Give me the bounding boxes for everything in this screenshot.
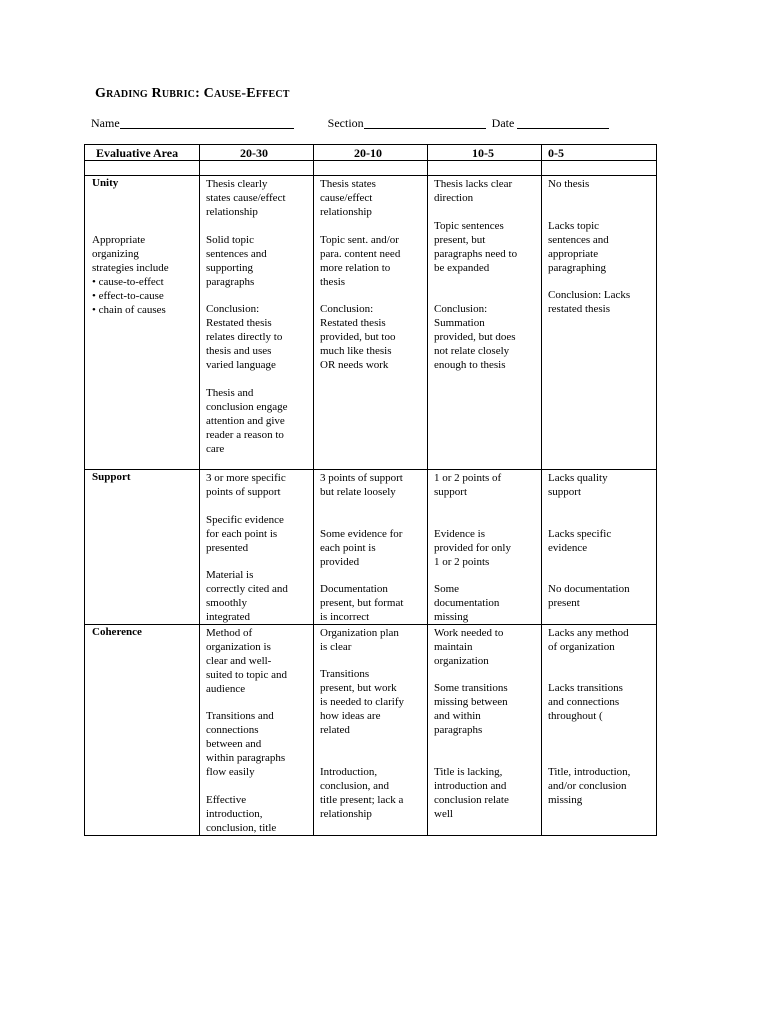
row-label-unity: Unity: [92, 177, 119, 189]
header-fields: [91, 116, 609, 131]
cell-line: provided, but does: [434, 331, 516, 343]
cell-line: Conclusion: Lacks: [548, 289, 631, 301]
cell-line: integrated: [206, 611, 250, 623]
cell-line: Transitions: [320, 668, 370, 680]
cell-line: relates directly to: [206, 331, 283, 343]
page-title: Grading Rubric: Cause-Effect: [95, 86, 290, 101]
cell-line: Lacks any method: [548, 627, 629, 639]
rubric-cell-paragraph: [548, 527, 611, 555]
cell-line: enough to thesis: [434, 359, 506, 371]
cell-line: documentation: [434, 597, 500, 609]
cell-line: missing between: [434, 696, 508, 708]
rubric-cell-paragraph: [320, 471, 403, 499]
cell-line: Thesis clearly: [206, 178, 268, 190]
rubric-cell-paragraph: [548, 626, 629, 654]
rubric-cell-paragraph: [548, 177, 589, 191]
cell-line: smoothly: [206, 597, 247, 609]
cell-line: missing: [434, 611, 469, 623]
name-line[interactable]: [120, 116, 294, 129]
cell-line: 1 or 2 points of: [434, 472, 502, 484]
cell-line: is clear: [320, 641, 352, 653]
rubric-cell-paragraph: [320, 302, 395, 372]
rubric-cell-paragraph: [434, 471, 501, 499]
cell-line: points of support: [206, 486, 281, 498]
rubric-cell-paragraph: [320, 233, 400, 289]
rubric-cell-paragraph: [206, 302, 282, 372]
rubric-cell-paragraph: [320, 626, 399, 654]
cell-line: provided for only: [434, 542, 511, 554]
cell-line: Restated thesis: [320, 317, 386, 329]
cell-line: missing: [548, 794, 583, 806]
cell-line: but relate loosely: [320, 486, 396, 498]
cell-line: for each point is: [206, 528, 278, 540]
cell-line: flow easily: [206, 766, 255, 778]
cell-line: sentences and: [548, 234, 609, 246]
rubric-cell-paragraph: [206, 568, 288, 624]
cell-line: of organization: [548, 641, 615, 653]
cell-line: maintain: [434, 641, 473, 653]
rubric-cell-paragraph: [206, 709, 285, 779]
cell-line: how ideas are: [320, 710, 381, 722]
table-row-border: [84, 835, 657, 836]
area-note-line: • cause-to-effect: [92, 276, 164, 288]
cell-line: organization: [434, 655, 489, 667]
rubric-cell-paragraph: [206, 793, 276, 835]
cell-line: relationship: [206, 206, 258, 218]
cell-line: OR needs work: [320, 359, 389, 371]
table-col-border: [541, 144, 542, 836]
cell-line: sentences and: [206, 248, 267, 260]
cell-line: more relation to: [320, 262, 391, 274]
rubric-cell-paragraph: [434, 765, 509, 821]
cell-line: para. content need: [320, 248, 401, 260]
cell-line: each point is: [320, 542, 376, 554]
cell-line: present, but work: [320, 682, 397, 694]
cell-line: Material is: [206, 569, 254, 581]
cell-line: 3 or more specific: [206, 472, 286, 484]
cell-line: organization is: [206, 641, 271, 653]
cell-line: well: [434, 808, 453, 820]
cell-line: Lacks topic: [548, 220, 600, 232]
rubric-cell-paragraph: [434, 582, 499, 624]
table-header-cell: 20-30: [240, 146, 268, 160]
table-header-cell: 0-5: [548, 146, 564, 160]
rubric-cell-paragraph: [206, 177, 286, 219]
cell-line: Lacks quality: [548, 472, 608, 484]
cell-line: support: [434, 486, 467, 498]
table-row-border: [84, 175, 657, 176]
name-label: Name: [91, 116, 120, 130]
cell-line: and connections: [548, 696, 620, 708]
cell-line: conclusion, and: [320, 780, 390, 792]
cell-line: 3 points of support: [320, 472, 403, 484]
cell-line: related: [320, 724, 350, 736]
table-row-border: [84, 469, 657, 470]
cell-line: reader a reason to: [206, 429, 284, 441]
cell-line: Topic sentences: [434, 220, 504, 232]
cell-line: throughout (: [548, 710, 603, 722]
cell-line: within paragraphs: [206, 752, 286, 764]
cell-line: correctly cited and: [206, 583, 288, 595]
cell-line: is incorrect: [320, 611, 370, 623]
cell-line: thesis and uses: [206, 345, 272, 357]
rubric-cell-paragraph: [206, 386, 288, 456]
area-note-line: • effect-to-cause: [92, 290, 164, 302]
cell-line: suited to topic and: [206, 669, 287, 681]
cell-line: Some transitions: [434, 682, 508, 694]
cell-line: between and: [206, 738, 262, 750]
cell-line: supporting: [206, 262, 254, 274]
rubric-cell-paragraph: [548, 765, 630, 807]
area-note-line: organizing: [92, 248, 139, 260]
cell-line: paragraphs need to: [434, 248, 518, 260]
row-label-support: Support: [92, 471, 131, 483]
cell-line: Restated thesis: [206, 317, 272, 329]
cell-line: paragraphs: [434, 724, 483, 736]
cell-line: not relate closely: [434, 345, 510, 357]
cell-line: conclusion relate: [434, 794, 509, 806]
cell-line: states cause/effect: [206, 192, 286, 204]
cell-line: present, but format: [320, 597, 404, 609]
table-col-border: [656, 144, 657, 836]
cell-line: care: [206, 443, 225, 455]
rubric-cell-paragraph: [434, 302, 516, 372]
rubric-cell-paragraph: [434, 626, 503, 668]
rubric-cell-paragraph: [434, 527, 511, 569]
date-line[interactable]: [517, 116, 609, 129]
cell-line: audience: [206, 683, 246, 695]
cell-line: No documentation: [548, 583, 630, 595]
rubric-cell-paragraph: [548, 471, 608, 499]
cell-line: Evidence is: [434, 528, 486, 540]
rubric-cell-paragraph: [320, 765, 403, 821]
cell-line: paragraphs: [206, 276, 255, 288]
cell-line: conclusion engage: [206, 401, 288, 413]
cell-line: direction: [434, 192, 474, 204]
rubric-cell-paragraph: [320, 667, 404, 737]
cell-line: be expanded: [434, 262, 490, 274]
rubric-cell-paragraph: [206, 513, 284, 555]
table-header-cell: 10-5: [472, 146, 494, 160]
table-row-border: [84, 624, 657, 625]
rubric-cell-paragraph: [320, 582, 403, 624]
date-label: Date: [491, 116, 515, 130]
cell-line: Some: [434, 583, 460, 595]
cell-line: present, but: [434, 234, 486, 246]
cell-line: introduction and: [434, 780, 507, 792]
rubric-cell-paragraph: [434, 177, 512, 205]
cell-line: restated thesis: [548, 303, 611, 315]
area-note: [92, 233, 169, 317]
cell-line: Conclusion:: [206, 303, 260, 315]
cell-line: Summation: [434, 317, 485, 329]
cell-line: relationship: [320, 808, 372, 820]
cell-line: Organization plan: [320, 627, 399, 639]
cell-line: Method of: [206, 627, 253, 639]
cell-line: support: [548, 486, 581, 498]
cell-line: Lacks transitions: [548, 682, 623, 694]
table-header-cell: Evaluative Area: [96, 146, 179, 160]
cell-line: present: [548, 597, 580, 609]
cell-line: Work needed to: [434, 627, 504, 639]
cell-line: 1 or 2 points: [434, 556, 490, 568]
cell-line: and/or conclusion: [548, 780, 627, 792]
section-label: Section: [327, 116, 364, 130]
cell-line: title present; lack a: [320, 794, 404, 806]
table-col-border: [427, 144, 428, 836]
cell-line: Conclusion:: [434, 303, 488, 315]
rubric-cell-paragraph: [206, 471, 286, 499]
table-col-border: [84, 144, 85, 836]
area-note-line: strategies include: [92, 262, 169, 274]
area-note-line: Appropriate: [92, 234, 146, 246]
cell-line: evidence: [548, 542, 588, 554]
cell-line: is needed to clarify: [320, 696, 404, 708]
cell-line: Solid topic: [206, 234, 254, 246]
cell-line: provided: [320, 556, 360, 568]
cell-line: Title is lacking,: [434, 766, 503, 778]
cell-line: Specific evidence: [206, 514, 284, 526]
rubric-cell-paragraph: [206, 233, 267, 289]
cell-line: Thesis lacks clear: [434, 178, 513, 190]
cell-line: connections: [206, 724, 259, 736]
cell-line: Conclusion:: [320, 303, 374, 315]
cell-line: attention and give: [206, 415, 285, 427]
rubric-cell-paragraph: [434, 681, 508, 737]
cell-line: paragraphing: [548, 262, 607, 274]
table-row-border: [84, 144, 657, 145]
cell-line: conclusion, title: [206, 822, 277, 834]
cell-line: much like thesis: [320, 345, 392, 357]
cell-line: appropriate: [548, 248, 599, 260]
rubric-cell-paragraph: [548, 582, 630, 610]
rubric-cell-paragraph: [320, 527, 402, 569]
cell-line: clear and well-: [206, 655, 272, 667]
cell-line: Title, introduction,: [548, 766, 631, 778]
cell-line: relationship: [320, 206, 372, 218]
row-label-coherence: Coherence: [92, 626, 142, 638]
cell-line: Introduction,: [320, 766, 378, 778]
rubric-cell-paragraph: [548, 288, 630, 316]
table-header-cell: 20-10: [354, 146, 382, 160]
cell-line: Effective: [206, 794, 247, 806]
section-line[interactable]: [364, 116, 486, 129]
cell-line: Thesis and: [206, 387, 254, 399]
cell-line: Topic sent. and/or: [320, 234, 399, 246]
rubric-cell-paragraph: [548, 219, 609, 275]
cell-line: and within: [434, 710, 481, 722]
rubric-cell-paragraph: [206, 626, 287, 696]
rubric-cell-paragraph: [548, 681, 623, 723]
cell-line: Transitions and: [206, 710, 274, 722]
cell-line: cause/effect: [320, 192, 373, 204]
cell-line: No thesis: [548, 178, 590, 190]
rubric-cell-paragraph: [434, 219, 517, 275]
cell-line: thesis: [320, 276, 346, 288]
cell-line: varied language: [206, 359, 276, 371]
cell-line: presented: [206, 542, 249, 554]
table-col-border: [199, 144, 200, 836]
cell-line: Documentation: [320, 583, 388, 595]
cell-line: Lacks specific: [548, 528, 612, 540]
cell-line: provided, but too: [320, 331, 396, 343]
table-col-border: [313, 144, 314, 836]
cell-line: Thesis states: [320, 178, 376, 190]
cell-line: Some evidence for: [320, 528, 403, 540]
cell-line: introduction,: [206, 808, 263, 820]
area-note-line: • chain of causes: [92, 304, 166, 316]
rubric-cell-paragraph: [320, 177, 376, 219]
